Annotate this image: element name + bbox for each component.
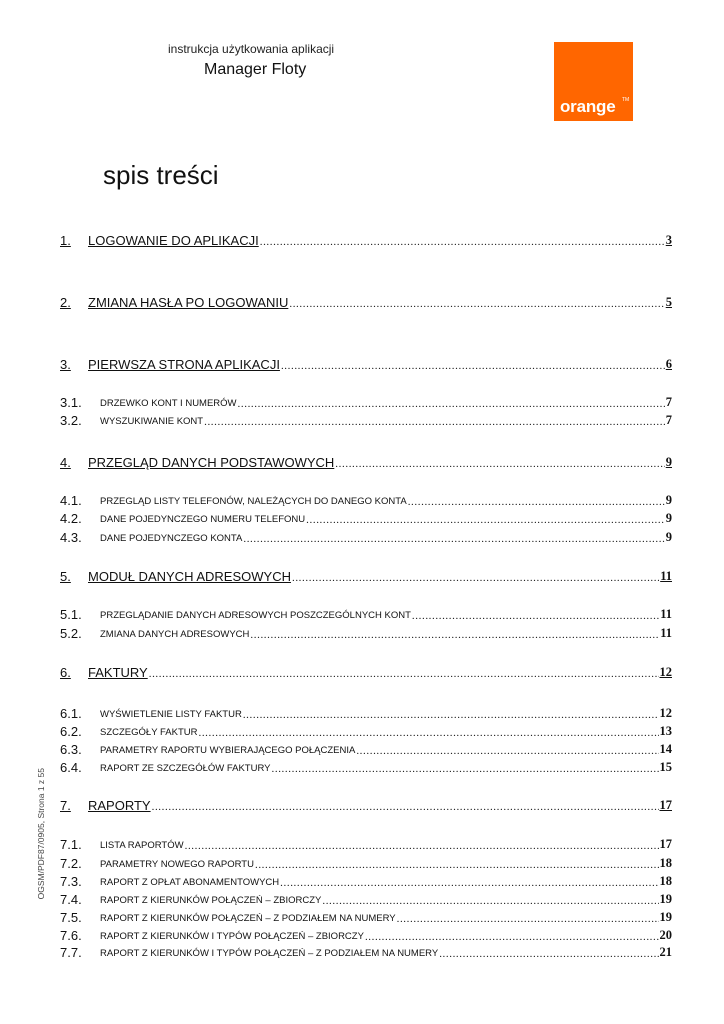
toc-dot-leader <box>198 727 658 739</box>
toc-entry-label: RAPORT Z KIERUNKÓW I TYPÓW POŁĄCZEŃ – ZBIORCZY <box>100 931 364 942</box>
toc-subsection-entry[interactable] <box>60 508 672 526</box>
toc-entry-label: DRZEWKO KONT I NUMERÓW <box>100 398 237 409</box>
toc-entry-number: 1. <box>60 233 71 248</box>
toc-entry-label: PIERWSZA STRONA APLIKACJI <box>88 357 280 372</box>
toc-entry-number: 5. <box>60 569 71 584</box>
toc-entry-page-number: 19 <box>659 910 672 924</box>
toc-dot-leader <box>306 514 665 526</box>
toc-entry-label: MODUŁ DANYCH ADRESOWYCH <box>88 569 291 584</box>
toc-section-entry[interactable] <box>60 354 672 372</box>
toc-entry-number: 7.2. <box>60 856 82 871</box>
toc-entry-number: 7. <box>60 798 71 813</box>
toc-entry-number: 6.1. <box>60 706 82 721</box>
toc-entry-label: PRZEGLĄDANIE DANYCH ADRESOWYCH POSZCZEGÓLNYCH KONT <box>100 610 411 621</box>
toc-subsection-entry[interactable] <box>60 757 672 775</box>
toc-entry-number: 3. <box>60 357 71 372</box>
toc-entry-page-number: 18 <box>659 874 672 888</box>
toc-entry-number: 7.7. <box>60 945 82 960</box>
toc-entry-page-number: 17 <box>659 798 672 812</box>
toc-subsection-entry[interactable] <box>60 889 672 907</box>
toc-dot-leader <box>204 416 665 428</box>
toc-dot-leader <box>280 877 658 889</box>
toc-dot-leader <box>260 236 665 248</box>
toc-entry-number: 7.1. <box>60 837 82 852</box>
toc-entry-label: WYŚWIETLENIE LISTY FAKTUR <box>100 709 242 720</box>
toc-entry-number: 5.2. <box>60 626 82 641</box>
toc-entry-page-number: 19 <box>659 892 672 906</box>
toc-entry-label: RAPORT Z OPŁAT ABONAMENTOWYCH <box>100 877 280 888</box>
toc-dot-leader <box>356 745 658 757</box>
toc-entry-page-number: 17 <box>659 837 672 851</box>
toc-dot-leader <box>243 533 664 545</box>
toc-entry-label: ZMIANA HASŁA PO LOGOWANIU <box>88 295 289 310</box>
toc-subsection-entry[interactable] <box>60 527 672 545</box>
toc-entry-number: 7.5. <box>60 910 82 925</box>
toc-entry-number: 5.1. <box>60 607 82 622</box>
toc-dot-leader <box>397 913 659 925</box>
toc-entry-number: 4.3. <box>60 530 82 545</box>
toc-entry-page-number: 15 <box>659 760 672 774</box>
toc-entry-page-number: 7 <box>665 413 672 427</box>
toc-entry-page-number: 14 <box>659 742 672 756</box>
toc-entry-page-number: 13 <box>659 724 672 738</box>
toc-entry-number: 7.3. <box>60 874 82 889</box>
toc-subsection-entry[interactable] <box>60 834 672 852</box>
toc-section-entry[interactable] <box>60 230 672 248</box>
toc-section-entry[interactable] <box>60 452 672 470</box>
toc-entry-number: 6.3. <box>60 742 82 757</box>
toc-entry-page-number: 12 <box>659 665 672 679</box>
trademark-mark: TM <box>622 97 630 103</box>
toc-subsection-entry[interactable] <box>60 410 672 428</box>
toc-subsection-entry[interactable] <box>60 392 672 410</box>
orange-logo <box>554 42 633 121</box>
toc-dot-leader <box>408 496 665 508</box>
toc-dot-leader <box>152 801 659 813</box>
toc-entry-label: RAPORT ZE SZCZEGÓŁÓW FAKTURY <box>100 763 271 774</box>
toc-entry-page-number: 7 <box>665 395 672 409</box>
toc-dot-leader <box>412 610 659 622</box>
toc-dot-leader <box>439 948 658 960</box>
toc-entry-number: 4.2. <box>60 511 82 526</box>
toc-entry-label: PRZEGLĄD DANYCH PODSTAWOWYCH <box>88 455 335 470</box>
toc-subsection-entry[interactable] <box>60 871 672 889</box>
toc-section-entry[interactable] <box>60 662 672 680</box>
toc-entry-page-number: 9 <box>665 455 672 469</box>
toc-dot-leader <box>322 895 658 907</box>
toc-dot-leader <box>243 709 659 721</box>
toc-entry-number: 2. <box>60 295 71 310</box>
toc-entry-label: WYSZUKIWANIE KONT <box>100 416 204 427</box>
toc-dot-leader <box>149 668 659 680</box>
toc-entry-number: 4.1. <box>60 493 82 508</box>
toc-entry-page-number: 11 <box>660 607 672 621</box>
toc-entry-label: FAKTURY <box>88 665 148 680</box>
toc-dot-leader <box>289 298 664 310</box>
toc-entry-page-number: 9 <box>665 511 672 525</box>
toc-title: spis treści <box>103 160 219 190</box>
document-code-page-info: OGSM/PDF87/0905, Strona 1 z 55 <box>36 768 46 900</box>
toc-dot-leader <box>272 763 659 775</box>
toc-dot-leader <box>238 398 665 410</box>
document-subtitle: instrukcja użytkowania aplikacji <box>168 42 335 56</box>
toc-entry-page-number: 6 <box>665 357 672 371</box>
toc-subsection-entry[interactable] <box>60 853 672 871</box>
toc-dot-leader <box>250 629 659 641</box>
toc-entry-number: 7.6. <box>60 928 82 943</box>
toc-entry-page-number: 18 <box>659 856 672 870</box>
toc-entry-number: 6.2. <box>60 724 82 739</box>
toc-entry-page-number: 11 <box>660 569 672 583</box>
toc-entry-number: 7.4. <box>60 892 82 907</box>
toc-entry-label: RAPORT Z KIERUNKÓW POŁĄCZEŃ – Z PODZIAŁEM NA NUMERY <box>100 913 396 924</box>
toc-entry-label: RAPORT Z KIERUNKÓW POŁĄCZEŃ – ZBIORCZY <box>100 895 322 906</box>
toc-section-entry[interactable] <box>60 292 672 310</box>
toc-entry-page-number: 20 <box>659 928 672 942</box>
toc-dot-leader <box>335 458 664 470</box>
toc-dot-leader <box>292 572 659 584</box>
toc-entry-label: DANE POJEDYNCZEGO KONTA <box>100 533 243 544</box>
toc-entry-number: 6. <box>60 665 71 680</box>
toc-entry-page-number: 9 <box>665 493 672 507</box>
toc-subsection-entry[interactable] <box>60 623 672 641</box>
toc-subsection-entry[interactable] <box>60 925 672 943</box>
toc-subsection-entry[interactable] <box>60 721 672 739</box>
toc-entry-page-number: 9 <box>665 530 672 544</box>
application-title: Manager Floty <box>204 61 307 78</box>
toc-entry-page-number: 21 <box>659 945 672 959</box>
toc-dot-leader <box>281 360 665 372</box>
toc-subsection-entry[interactable] <box>60 604 672 622</box>
toc-entry-number: 3.2. <box>60 413 82 428</box>
toc-entry-label: RAPORT Z KIERUNKÓW I TYPÓW POŁĄCZEŃ – Z PODZIAŁEM NA NUMERY <box>100 948 439 959</box>
toc-entry-label: PRZEGLĄD LISTY TELEFONÓW, NALEŻĄCYCH DO DANEGO KONTA <box>100 496 407 507</box>
toc-entry-label: SZCZEGÓŁY FAKTUR <box>100 727 198 738</box>
toc-subsection-entry[interactable] <box>60 490 672 508</box>
toc-entry-number: 6.4. <box>60 760 82 775</box>
toc-entry-label: DANE POJEDYNCZEGO NUMERU TELEFONU <box>100 514 306 525</box>
logo-text: orange <box>560 97 616 116</box>
toc-subsection-entry[interactable] <box>60 942 672 960</box>
toc-dot-leader <box>185 840 659 852</box>
toc-entry-label: ZMIANA DANYCH ADRESOWYCH <box>100 629 250 640</box>
toc-section-entry[interactable] <box>60 795 672 813</box>
toc-entry-page-number: 12 <box>659 706 672 720</box>
toc-entry-number: 3.1. <box>60 395 82 410</box>
toc-subsection-entry[interactable] <box>60 907 672 925</box>
toc-entry-page-number: 5 <box>665 295 672 309</box>
toc-entry-page-number: 11 <box>660 626 672 640</box>
toc-section-entry[interactable] <box>60 566 672 584</box>
toc-subsection-entry[interactable] <box>60 739 672 757</box>
side-document-info <box>36 768 48 938</box>
toc-entry-label: LOGOWANIE DO APLIKACJI <box>88 233 259 248</box>
toc-entry-number: 4. <box>60 455 71 470</box>
toc-entry-label: LISTA RAPORTÓW <box>100 840 184 851</box>
toc-subsection-entry[interactable] <box>60 703 672 721</box>
toc-entry-label: RAPORTY <box>88 798 151 813</box>
toc-dot-leader <box>255 859 659 871</box>
toc-entry-page-number: 3 <box>665 233 672 247</box>
toc-entry-label: PARAMETRY NOWEGO RAPORTU <box>100 859 254 870</box>
toc-entry-label: PARAMETRY RAPORTU WYBIERAJĄCEGO POŁĄCZENIA <box>100 745 356 756</box>
